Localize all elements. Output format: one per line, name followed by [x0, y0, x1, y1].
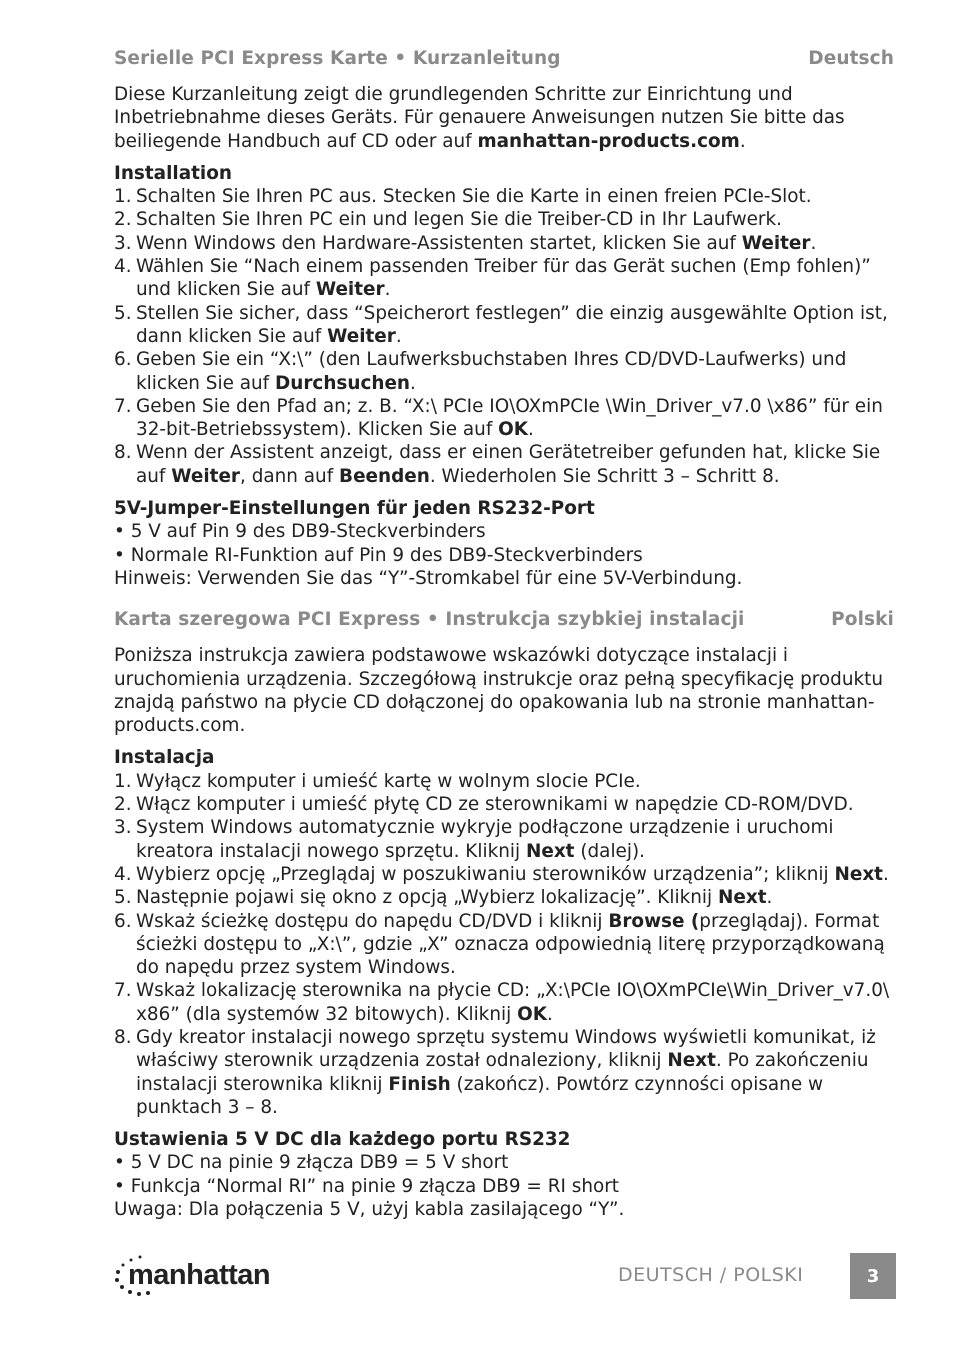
step-text: Następnie pojawi się okno z opcją „Wybierz lokalizację”. Kliknij Next.: [136, 887, 773, 909]
step-text: Wskaż ścieżkę dostępu do napędu CD/DVD i kliknij Browse (przeglądaj). Format ścieżki dostępu to „X:\”, gdzie „X” oznacza odpowiednią literę przyporządkowaną do napędu przez system Windows.: [136, 910, 885, 979]
section-title-de: Serielle PCI Express Karte • Kurzanleitung: [114, 48, 561, 69]
intro-pl: Poniższa instrukcja zawiera podstawowe wskazówki dotyczące instalacji i uruchomienia urządzenia. Szczegółową instrukcje oraz pełną specyfikację produktu znajdą państwo na płycie CD dołączonej do opakowania lub na stronie manhattan-products.com.: [114, 645, 884, 737]
step-text: Schalten Sie Ihren PC ein und legen Sie die Treiber-CD in Ihr Laufwerk.: [136, 209, 782, 231]
step-text: Wählen Sie “Nach einem passenden Treiber für das Gerät suchen (Emp fohlen)” und klicken Sie auf Weiter.: [136, 256, 871, 301]
step-text: Wenn der Assistent anzeigt, dass er einen Gerätetreiber gefunden hat, klicke Sie auf Weiter, dann auf Beenden. Wiederholen Sie Schritt 3 – Schritt 8.: [136, 442, 881, 487]
note-de: Hinweis: Verwenden Sie das “Y”-Stromkabel für eine 5V-Verbindung.: [114, 567, 743, 589]
step-item: [114, 441, 894, 488]
step-text: System Windows automatycznie wykryje podłączone urządzenie i uruchomi kreatora instalacji nowego sprzętu. Kliknij Next (dalej).: [136, 817, 834, 862]
manhattan-logo: [114, 1250, 284, 1304]
step-text: Gdy kreator instalacji nowego sprzętu systemu Windows wyświetli komunikat, iż właściwy sterownik urządzenia został odnaleziony, kliknij Next. Po zakończeniu instalacji sterownika kliknij Finish (zakończ). Powtórz czynności opisane w punktach 3 – 8.: [136, 1026, 876, 1118]
section-title-pl: Karta szeregowa PCI Express • Instrukcja szybkiej instalacji: [114, 609, 745, 631]
step-item: [114, 395, 894, 442]
section-language-de: Deutsch: [808, 48, 894, 69]
step-number: 2.: [114, 209, 132, 231]
step-item: [114, 302, 894, 349]
step-item: [114, 793, 894, 816]
footer-language: DEUTSCH / POLSKI: [618, 1264, 804, 1286]
step-item: [114, 232, 894, 255]
step-number: 7.: [114, 980, 132, 1002]
bullet-item: • Normale RI-Funktion auf Pin 9 des DB9-Steckverbinders: [114, 544, 643, 566]
step-item: [114, 1026, 894, 1119]
install-heading-pl: Instalacja: [114, 747, 215, 769]
jumper-heading-de: 5V-Jumper-Einstellungen für jeden RS232-Port: [114, 498, 595, 520]
step-number: 8.: [114, 1026, 132, 1048]
step-text: Wenn Windows den Hardware-Assistenten startet, klicken Sie auf Weiter.: [136, 232, 817, 254]
step-number: 5.: [114, 302, 132, 324]
page-number: 3: [850, 1253, 896, 1299]
bullet-item: • 5 V auf Pin 9 des DB9-Steckverbinders: [114, 521, 486, 543]
step-text: Geben Sie ein “X:\” (den Laufwerksbuchstaben Ihres CD/DVD-Laufwerks) und klicken Sie auf Durchsuchen.: [136, 349, 847, 394]
step-number: 5.: [114, 887, 132, 909]
step-item: [114, 886, 894, 909]
page-content: [114, 48, 894, 1221]
section-header-pl: [114, 609, 894, 630]
jumper-heading-pl: Ustawienia 5 V DC dla każdego portu RS232: [114, 1129, 571, 1151]
step-item: [114, 185, 894, 208]
step-number: 8.: [114, 442, 132, 464]
install-heading-de: Installation: [114, 162, 232, 184]
step-number: 3.: [114, 817, 132, 839]
install-steps-de: [114, 185, 894, 488]
step-number: 6.: [114, 910, 132, 932]
step-text: Stellen Sie sicher, dass “Speicherort festlegen” die einzig ausgewählte Option ist, dann klicken Sie auf Weiter.: [136, 302, 888, 347]
step-item: [114, 208, 894, 231]
step-number: 3.: [114, 232, 132, 254]
logo-text: manhattan: [128, 1259, 271, 1291]
step-item: [114, 979, 894, 1026]
step-text: Wskaż lokalizację sterownika na płycie CD: „X:\PCIe IO\OXmPCIe\Win_Driver_v7.0\ x86” (dla systemów 32 bitowych). Kliknij OK.: [136, 980, 890, 1025]
website-link-de[interactable]: manhattan-products.com: [477, 130, 740, 152]
bullet-item: • Funkcja “Normal RI” na pinie 9 złącza DB9 = RI short: [114, 1175, 619, 1197]
step-text: Wybierz opcję „Przeglądaj w poszukiwaniu sterowników urządzenia”; kliknij Next.: [136, 863, 889, 885]
step-text: Włącz komputer i umieść płytę CD ze sterownikami w napędzie CD-ROM/DVD.: [136, 794, 854, 816]
section-header-de: [114, 48, 894, 69]
step-item: [114, 863, 894, 886]
step-item: [114, 816, 894, 863]
install-steps-pl: [114, 770, 894, 1119]
step-text: Schalten Sie Ihren PC aus. Stecken Sie die Karte in einen freien PCIe-Slot.: [136, 186, 812, 208]
bullet-item: • 5 V DC na pinie 9 złącza DB9 = 5 V short: [114, 1152, 509, 1174]
step-item: [114, 348, 894, 395]
step-number: 2.: [114, 794, 132, 816]
intro-de: Diese Kurzanleitung zeigt die grundlegenden Schritte zur Einrichtung und Inbetriebnahme dieses Geräts. Für genauere Anweisungen nutzen Sie bitte das beiliegende Handbuch auf CD oder auf manhattan-products.com.: [114, 84, 845, 152]
step-item: [114, 910, 894, 980]
step-item: [114, 770, 894, 793]
step-text: Wyłącz komputer i umieść kartę w wolnym slocie PCIe.: [136, 770, 641, 792]
step-number: 4.: [114, 863, 132, 885]
section-language-pl: Polski: [831, 609, 894, 631]
step-item: [114, 255, 894, 302]
note-pl: Uwaga: Dla połączenia 5 V, użyj kabla zasilającego “Y”.: [114, 1199, 625, 1221]
step-text: Geben Sie den Pfad an; z. B. “X:\ PCIe IO\OXmPCIe \Win_Driver_v7.0 \x86” für ein 32-bit-Betriebssystem). Klicken Sie auf OK.: [136, 395, 883, 441]
step-number: 1.: [114, 186, 132, 208]
step-number: 1.: [114, 770, 132, 792]
step-number: 7.: [114, 395, 132, 417]
step-number: 6.: [114, 349, 132, 371]
step-number: 4.: [114, 256, 132, 278]
